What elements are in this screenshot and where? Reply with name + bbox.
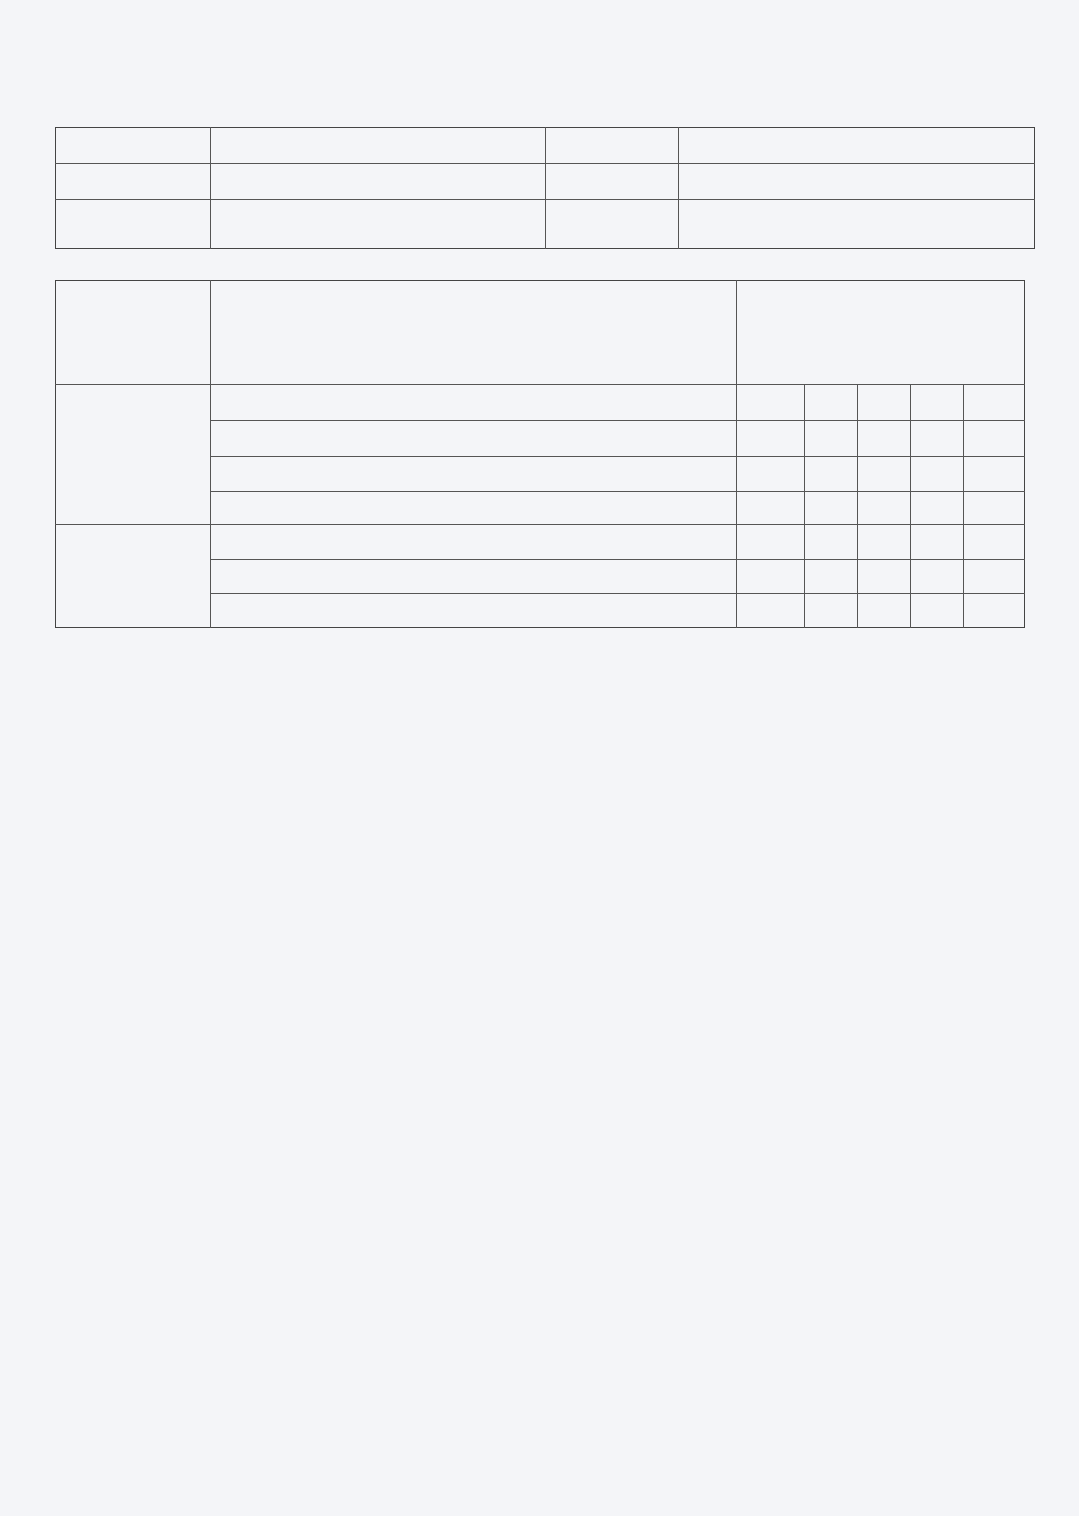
divider bbox=[210, 491, 1025, 492]
divider bbox=[55, 384, 1025, 385]
divider bbox=[545, 127, 546, 249]
divider bbox=[210, 127, 211, 249]
divider bbox=[210, 280, 211, 628]
divider bbox=[678, 127, 679, 249]
divider bbox=[210, 593, 1025, 594]
divider bbox=[210, 456, 1025, 457]
observation-table bbox=[55, 280, 1025, 628]
divider bbox=[736, 280, 737, 628]
divider bbox=[55, 524, 1025, 525]
divider bbox=[210, 420, 1025, 421]
divider bbox=[210, 559, 1025, 560]
